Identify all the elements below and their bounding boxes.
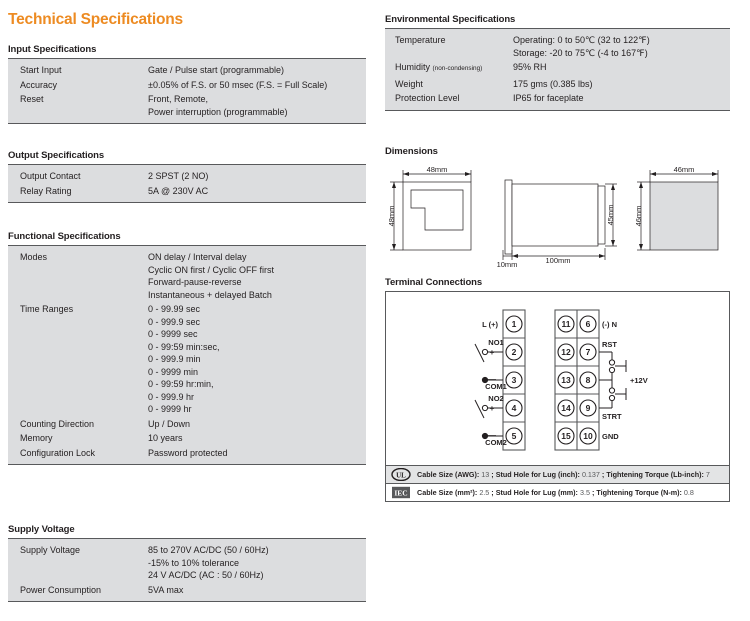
terminal-label-rst: RST	[602, 340, 617, 349]
row-value-line: 0 - 99:59 hr:min,	[148, 379, 214, 389]
table-output-specifications	[8, 164, 366, 203]
row-value-line: Gate / Pulse start (programmable)	[148, 65, 285, 75]
iec-note-label-1: Cable Size (mm²):	[417, 488, 478, 497]
terminal-label-strt: STRT	[602, 412, 622, 421]
iec-note-value-1: 2.5	[479, 488, 490, 497]
row-key: Relay Rating	[20, 185, 72, 196]
row-value	[513, 78, 593, 91]
terminal-number-14: 14	[561, 403, 571, 413]
row-value	[148, 64, 284, 77]
row-value-line: Storage: -20 to 75℃ (-4 to 167℉)	[513, 47, 648, 58]
terminal-number-6: 6	[585, 319, 591, 329]
section-input-specifications	[0, 44, 366, 124]
terminal-number-9: 9	[585, 403, 591, 413]
row-value-line: Cyclic ON first / Cyclic OFF first	[148, 264, 274, 275]
section-heading-output: Output Specifications	[8, 150, 105, 161]
row-value-line: 2 SPST (2 NO)	[148, 171, 209, 181]
row-value	[148, 93, 288, 118]
row-key: Time Ranges	[20, 304, 74, 314]
table-row	[8, 92, 366, 119]
table-row	[8, 184, 366, 199]
terminal-note-iec: IEC Cable Size (mm²): 2.5 ; Stud Hole for Lug (mm): 3.5 ; Tightening Torque (N-m): 0.8	[386, 483, 729, 501]
row-value-line: 24 V AC/DC (AC : 50 / 60Hz)	[148, 570, 264, 580]
svg-text:UL: UL	[396, 471, 406, 480]
row-value-line: 5VA max	[148, 584, 184, 595]
ul-note-label-3: Tightening Torque (Lb-inch):	[606, 470, 704, 479]
ul-mark-icon	[389, 468, 413, 481]
terminal-number-8: 8	[585, 375, 591, 385]
row-value	[148, 170, 208, 183]
row-value-line: 0 - 99.99 sec	[148, 304, 201, 314]
row-value-line: 0 - 999.9 hr	[148, 391, 195, 402]
terminal-number-1: 1	[511, 319, 517, 329]
row-value-line: Password protected	[148, 447, 228, 458]
table-functional-specifications	[8, 245, 366, 465]
section-functional-specifications	[0, 231, 366, 465]
iec-note-value-3: 0.8	[683, 488, 694, 497]
terminal-number-5: 5	[511, 431, 517, 441]
ul-note-label-1: Cable Size (AWG):	[417, 470, 480, 479]
table-row	[8, 78, 366, 93]
table-row	[8, 63, 366, 78]
row-value	[148, 303, 220, 416]
section-heading-supply: Supply Voltage	[8, 524, 75, 535]
side-view-bezel-label: 10mm	[496, 260, 518, 269]
terminal-note-ul: UL Cable Size (AWG): 13 ; Stud Hole for Lug (inch): 0.137 ; Tightening Torque (Lb-inch): 7	[386, 465, 729, 483]
terminal-polarity-plus-2: +	[489, 404, 495, 413]
terminal-label-no1: NO1	[488, 338, 504, 347]
terminal-label-no2: NO2	[488, 394, 504, 403]
row-key: Accuracy	[20, 79, 58, 90]
section-supply-voltage	[0, 524, 366, 602]
row-value-line: Power interruption (programmable)	[148, 106, 288, 117]
row-key: Power Consumption	[20, 584, 102, 595]
terminal-number-15: 15	[561, 431, 571, 441]
terminal-label-com2: COM2	[485, 438, 507, 447]
row-value	[148, 432, 183, 445]
row-key: Configuration Lock	[20, 447, 96, 458]
section-heading-environmental: Environmental Specifications	[385, 14, 516, 25]
row-key: Counting Direction	[20, 418, 95, 429]
page-title: Technical Specifications	[8, 11, 183, 28]
dimensions-svg	[385, 160, 730, 270]
dimension-drawings	[385, 160, 730, 270]
table-row	[8, 446, 366, 461]
row-value-line: 0 - 9999 sec	[148, 329, 198, 339]
row-key: Output Contact	[20, 171, 81, 181]
terminal-label-neutral: (-) N	[602, 320, 617, 329]
front-view-height-label: 48mm	[387, 205, 396, 227]
table-input-specifications	[8, 58, 366, 124]
right-column	[380, 0, 750, 621]
row-value-line: 0 - 999.9 sec	[148, 316, 201, 327]
row-key	[385, 61, 513, 76]
row-value	[148, 251, 274, 301]
terminal-label-gnd: GND	[602, 432, 619, 441]
row-value-line: 5A @ 230V AC	[148, 185, 209, 196]
section-terminal-connections	[380, 277, 730, 502]
section-heading-functional: Functional Specifications	[8, 231, 121, 242]
terminal-polarity-minus-1: —	[488, 375, 496, 384]
row-key: Modes	[20, 252, 48, 262]
table-row	[385, 33, 730, 60]
terminal-label-com1: COM1	[485, 382, 507, 391]
terminal-polarity-plus-1: +	[489, 348, 495, 357]
section-heading-terminal: Terminal Connections	[385, 277, 483, 288]
row-key: Memory	[20, 433, 53, 443]
row-value-line: Front, Remote,	[148, 94, 209, 104]
table-row	[8, 543, 366, 583]
row-value	[148, 447, 228, 460]
terminal-polarity-minus-2: —	[488, 431, 496, 440]
terminal-number-7: 7	[585, 347, 591, 357]
terminal-number-2: 2	[511, 347, 517, 357]
iec-note-value-2: 3.5	[579, 488, 590, 497]
row-value-line: 0 - 99:59 min:sec,	[148, 341, 220, 352]
row-value	[513, 61, 547, 74]
row-value-line: 85 to 270V AC/DC (50 / 60Hz)	[148, 545, 269, 555]
table-row	[8, 431, 366, 446]
row-value-line: ON delay / Interval delay	[148, 252, 247, 262]
table-row	[8, 417, 366, 432]
section-heading-dimensions: Dimensions	[385, 146, 438, 157]
table-supply-voltage	[8, 538, 366, 602]
table-environmental-specifications	[385, 28, 730, 111]
row-key: Protection Level	[395, 93, 460, 103]
row-value-line: Up / Down	[148, 418, 191, 429]
section-heading-input: Input Specifications	[8, 44, 97, 55]
row-value	[148, 544, 269, 582]
row-key: Reset	[20, 94, 44, 104]
terminal-connections-frame	[385, 291, 730, 502]
side-view-height-label: 45mm	[606, 204, 615, 226]
row-value-line: Operating: 0 to 50℃ (32 to 122℉)	[513, 35, 650, 45]
table-row	[8, 250, 366, 302]
front-view-width-label: 48mm	[426, 165, 448, 174]
ul-note-value-1: 13	[481, 470, 490, 479]
row-value	[513, 34, 650, 59]
row-value	[513, 92, 584, 105]
table-row	[8, 302, 366, 417]
row-value-line: -15% to 10% tolerance	[148, 557, 240, 568]
row-value	[148, 185, 208, 198]
rear-view-width-label: 46mm	[673, 165, 695, 174]
row-value-line: 0 - 9999 hr	[148, 404, 192, 414]
side-view-length-label: 100mm	[545, 256, 571, 265]
row-key: Start Input	[20, 65, 62, 75]
row-key: Weight	[395, 78, 423, 89]
terminal-number-10: 10	[583, 431, 593, 441]
row-value-line: 95% RH	[513, 62, 547, 72]
row-value	[148, 418, 190, 431]
ul-note-value-2: 0.137	[581, 470, 600, 479]
terminal-label-l-plus: L (+)	[482, 320, 498, 329]
terminal-label-12v: +12V	[630, 376, 648, 385]
terminal-number-12: 12	[561, 347, 571, 357]
section-environmental-specifications	[380, 14, 730, 111]
section-output-specifications	[0, 150, 366, 203]
terminal-number-13: 13	[561, 375, 571, 385]
row-value-line: Instantaneous + delayed Batch	[148, 289, 272, 300]
ul-note-value-3: 7	[705, 470, 710, 479]
row-value-line: ±0.05% of F.S. or 50 msec (F.S. = Full Scale)	[148, 79, 328, 90]
terminal-diagram-svg	[386, 292, 729, 465]
terminal-number-3: 3	[511, 375, 517, 385]
table-row	[385, 60, 730, 77]
row-value-line: 0 - 999.9 min	[148, 354, 201, 364]
table-row	[385, 91, 730, 106]
terminal-number-11: 11	[561, 319, 571, 329]
row-value	[148, 584, 183, 597]
table-row	[385, 77, 730, 92]
iec-note-label-2: Stud Hole for Lug (mm):	[495, 488, 578, 497]
section-dimensions	[380, 146, 730, 270]
row-key: Supply Voltage	[20, 545, 81, 555]
row-value-line: IP65 for faceplate	[513, 93, 584, 103]
iec-mark-icon	[389, 486, 413, 499]
table-row	[8, 583, 366, 598]
row-key-subnote: (non-condensing)	[432, 65, 483, 72]
row-value-line: Forward-pause-reverse	[148, 277, 242, 287]
row-value	[148, 79, 327, 92]
ul-note-label-2: Stud Hole for Lug (inch):	[495, 470, 580, 479]
rear-view-height-label: 46mm	[634, 205, 643, 227]
row-value-line: 0 - 9999 min	[148, 366, 199, 377]
row-value-line: 175 gms (0.385 lbs)	[513, 78, 593, 89]
row-value-line: 10 years	[148, 433, 183, 443]
iec-note-label-3: Tightening Torque (N-m):	[596, 488, 682, 497]
table-row	[8, 169, 366, 184]
row-key-text: Humidity	[395, 62, 431, 72]
row-key: Temperature	[395, 35, 446, 45]
terminal-number-4: 4	[511, 403, 517, 413]
svg-text:IEC: IEC	[394, 488, 408, 498]
